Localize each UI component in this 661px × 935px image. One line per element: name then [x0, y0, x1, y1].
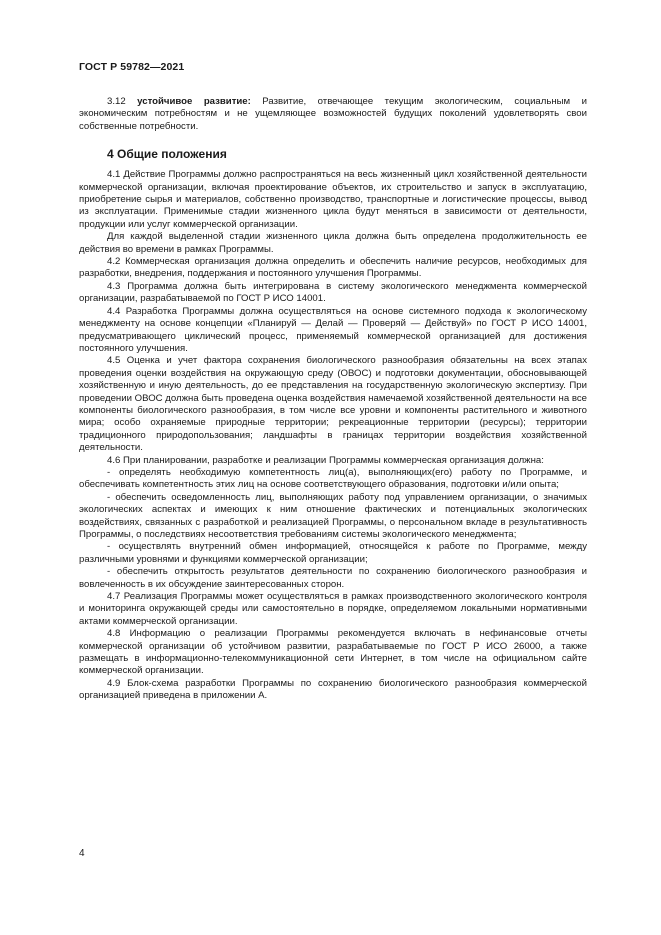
document-header: ГОСТ Р 59782—2021 — [79, 61, 185, 73]
list-item-competence: - определять необходимую компетентность лиц(а), выполняющих(его) работу по Программе, и обеспечивать компетентность этих лиц на основе соответствующего образования, подготовки и/или опыта; — [79, 466, 587, 491]
document-body — [79, 96, 587, 703]
paragraph-4-1-cont: Для каждой выделенной стадии жизненного цикла должна быть определена продолжительность ее действия во времени в рамках Программы. — [79, 231, 587, 255]
term-number: 3.12 — [107, 96, 126, 107]
term-definition — [79, 96, 587, 133]
paragraph-4-6: 4.6 При планировании, разработке и реализации Программы коммерческая организация должна: — [107, 454, 544, 466]
paragraph-4-5: 4.5 Оценка и учет фактора сохранения биологического разнообразия обязательны на всех этапах проведения оценки воздействия на окружающую среду (ОВОС) и подготовки документации, обосновывающей хозяйственную и иную деятельность, до ее представления на государственную экологическую экспертизу. При проведении ОВОС должна быть проведена оценка воздействия намечаемой хозяйственной деятельности на все компоненты биологического разнообразия, в том числе все уровни и компоненты растительного и животного мира; особо охраняемые природные территории; рекреационные территории (ресурсы); территории традиционного природопользования; ландшафты в границах территории воздействия хозяйственной деятельности. — [79, 355, 587, 454]
section-title: 4 Общие положения — [107, 147, 227, 162]
list-item-awareness: - обеспечить осведомленность лиц, выполняющих работу под управлением организации, о значимых экологических аспектах и имеющих к ним отношение фактических и потенциальных экологических воздействиях, связанных с разработкой и реализацией Программы, о персональном вкладе в результативность Программы, о последствиях несоответствия требованиям системы экологического менеджмента; — [79, 491, 587, 540]
paragraph-4-9: 4.9 Блок-схема разработки Программы по сохранению биологического разнообразия коммерческой организацией приведена в приложении А. — [79, 677, 587, 702]
paragraph-4-7: 4.7 Реализация Программы может осуществляться в рамках производственного экологического контроля и мониторинга окружающей среды или самостоятельно в порядке, определяемом локальными нормативными актами коммерческой организации. — [79, 591, 587, 627]
paragraph-4-3: 4.3 Программа должна быть интегрирована в систему экологического менеджмента коммерческой организации, разрабатываемой по ГОСТ Р ИСО 14001. — [79, 280, 587, 305]
list-item-openness: - обеспечить открытость результатов деятельности по сохранению биологического разнообразия и вовлеченность в их обсуждение заинтересованных сторон. — [79, 566, 587, 590]
paragraph-4-8: 4.8 Информацию о реализации Программы рекомендуется включать в нефинансовые отчеты коммерческой организации об устойчивом развитии, разрабатываемые по ГОСТ Р ИСО 26000, а также размещать в информационно-телекоммуникационной сети Интернет, в том числе на официальном сайте коммерческой организации. — [79, 628, 587, 677]
term-name: устойчивое развитие: — [137, 96, 251, 107]
term-text: Развитие, отвечающее текущим экологическим, социальным и экономическим потребностям и не ущемляющее возможностей будущих поколений удовлетворять свои собственные потребности. — [79, 96, 587, 132]
list-item-communication: - осуществлять внутренний обмен информацией, относящейся к работе по Программе, между различными уровнями и функциями коммерческой организации; — [79, 541, 587, 565]
paragraph-4-2: 4.2 Коммерческая организация должна определить и обеспечить наличие ресурсов, необходимых для разработки, внедрения, поддержания и постоянного улучшения Программы. — [79, 256, 587, 280]
paragraph-4-1: 4.1 Действие Программы должно распространяться на весь жизненный цикл хозяйственной деятельности коммерческой организации, включая проектирование объектов, их строительство и запуск в эксплуатацию, приобретение сырья и материалов, собственно производство, транспортные и логистические процессы, вывод из эксплуатации. Применимые стадии жизненного цикла будут меняться в зависимости от деятельности, продукции или услуг коммерческой организации. — [79, 169, 587, 230]
page-number: 4 — [79, 848, 85, 859]
paragraph-4-4: 4.4 Разработка Программы должна осуществляться на основе системного подхода к экологическому менеджменту на основе концепции «Планируй — Делай — Проверяй — Действуй» по ГОСТ Р ИСО 14001, предусматривающего циклический процесс, применяемый коммерческой организацией для достижения постоянного улучшения. — [79, 305, 587, 354]
